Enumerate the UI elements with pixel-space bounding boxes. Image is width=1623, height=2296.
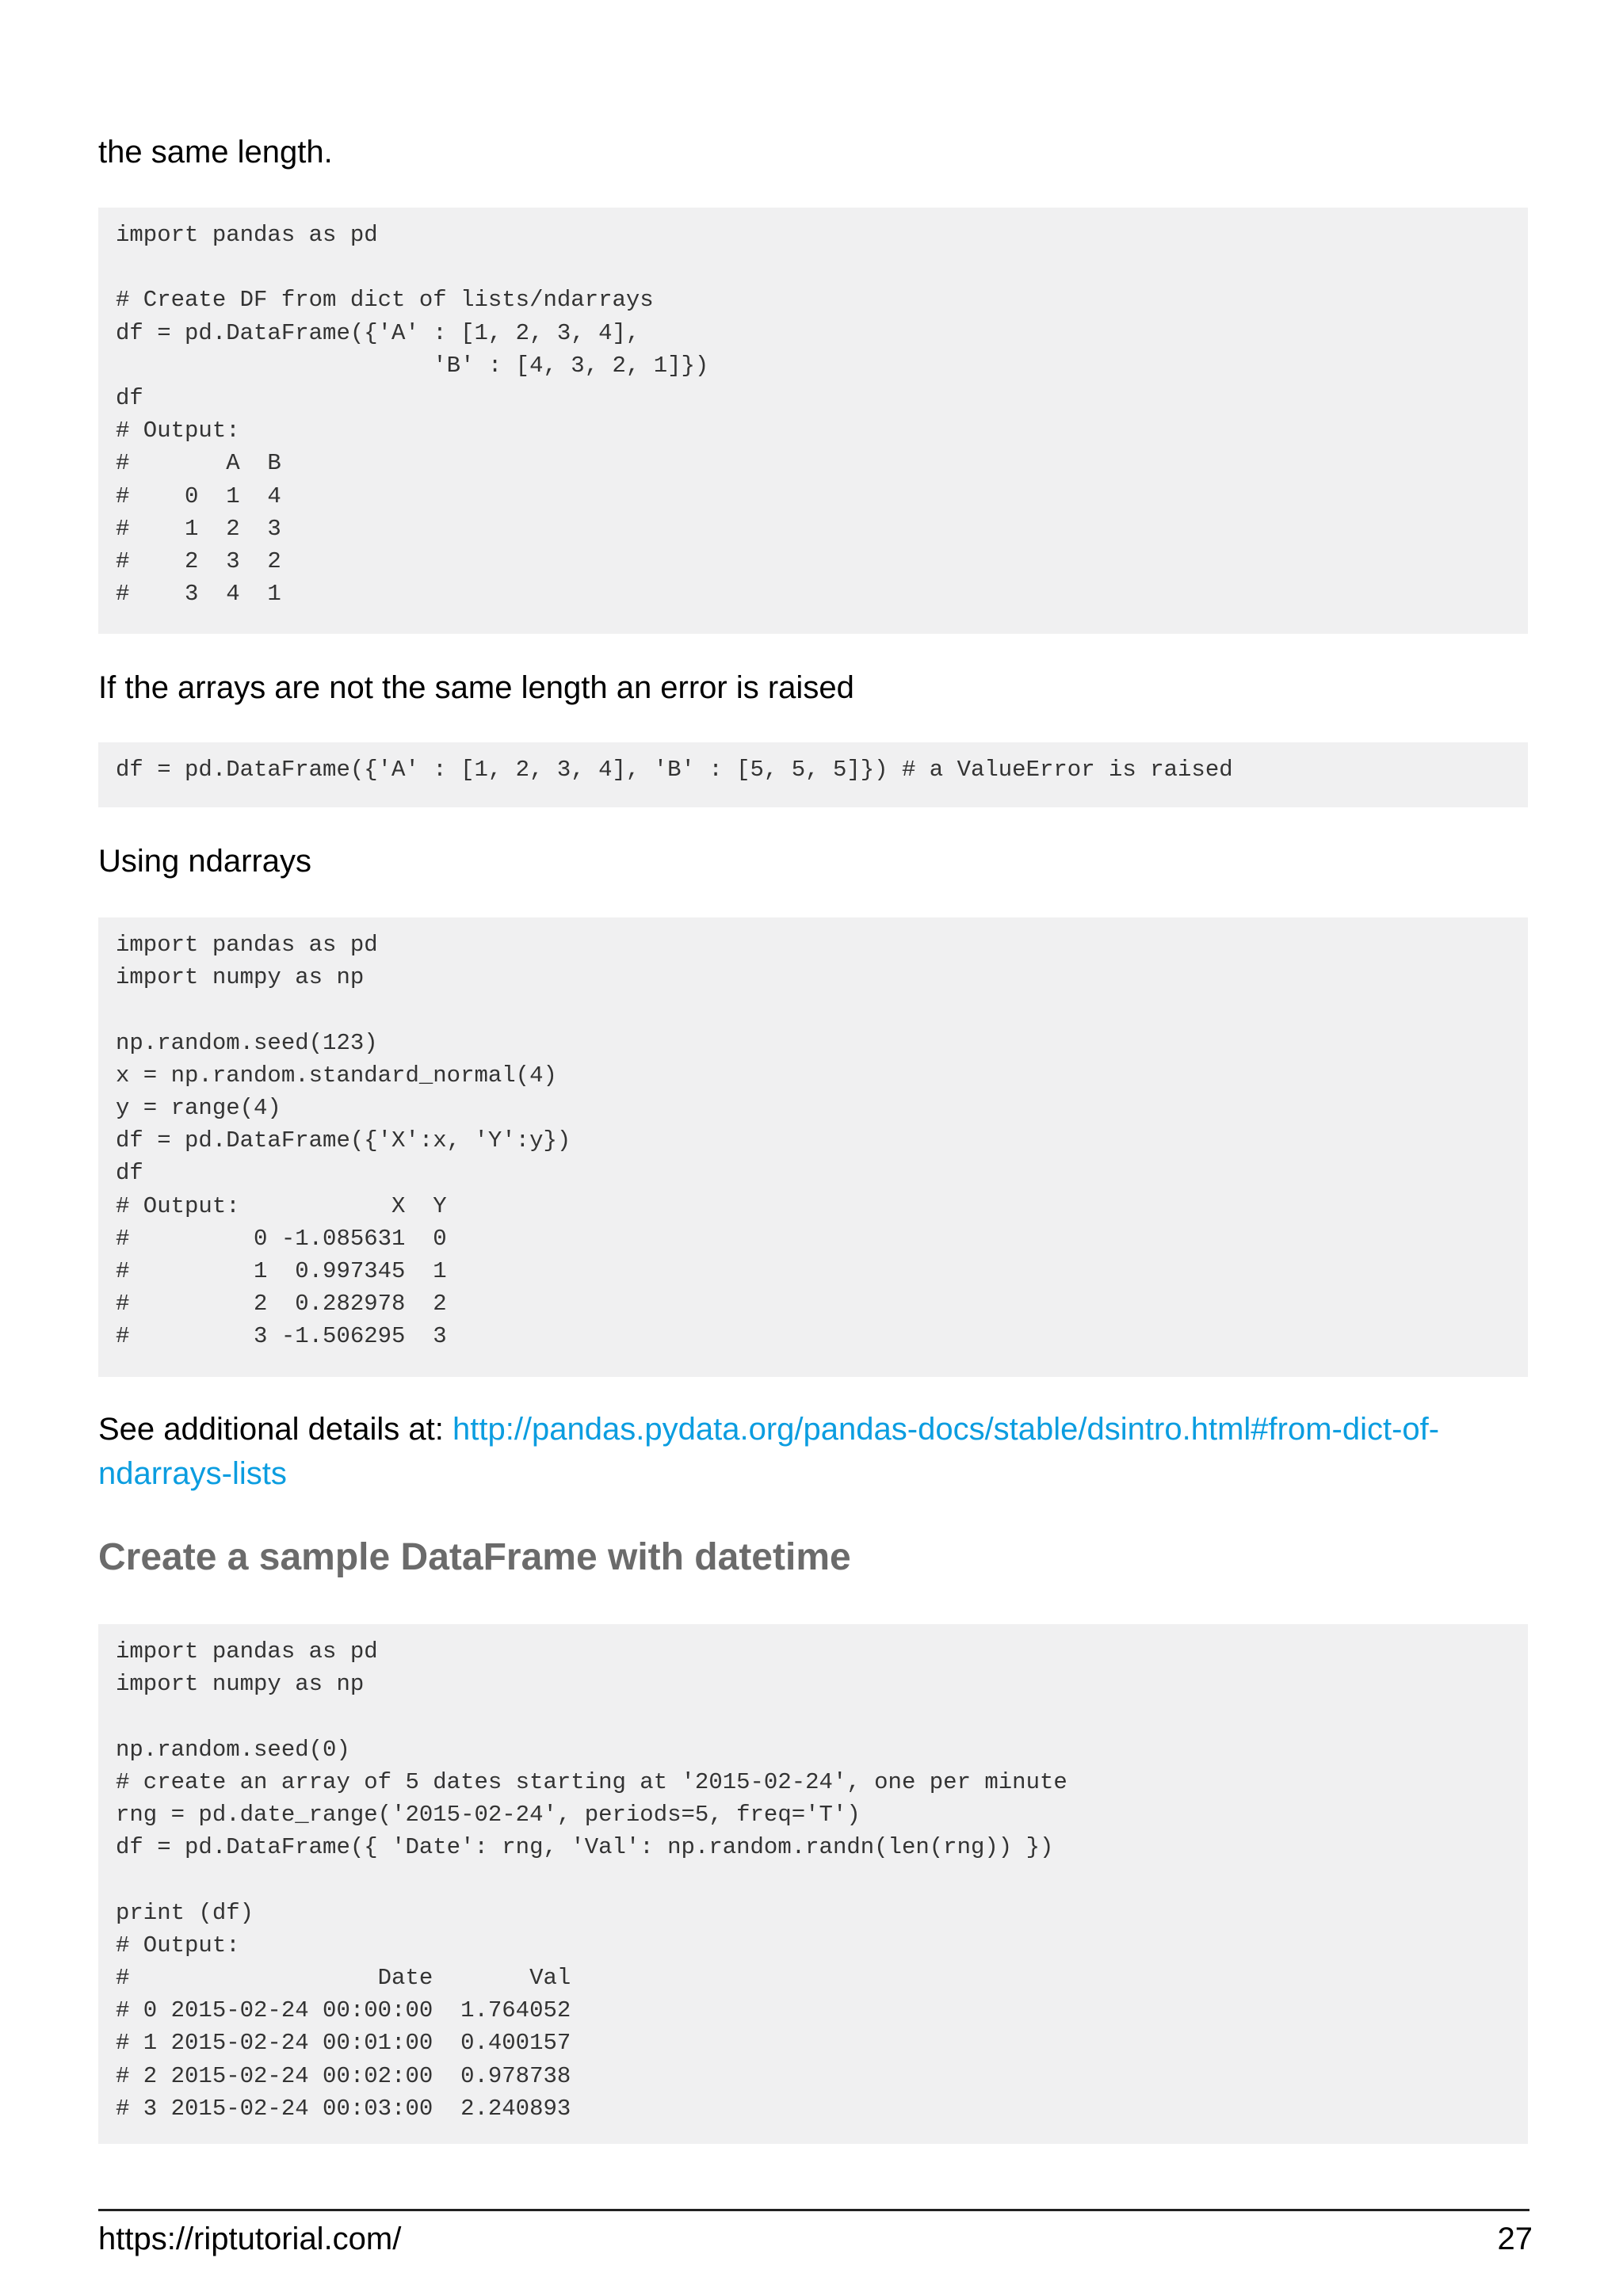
code-block-datetime: import pandas as pd import numpy as np np.random.seed(0) # create an array of 5 dates starting at '2015-02-24', one per minute rng = pd.date_range('2015-02-24', periods=5, freq='T') df = pd.DataFrame({ 'Date': rng, 'Val': np.random.randn(len(rng)) }) print (df) # Output: # Date Val # 0 2015-02-24 00:00:00 1.764052 # 1 2015-02-24 00:01:00 0.400157 # 2 2015-02-24 00:02:00 0.978738 # 3 2015-02-24 00:03:00 2.240893: [98, 1624, 1528, 2144]
see-details-prefix: See additional details at:: [98, 1412, 453, 1447]
section-heading-datetime: Create a sample DataFrame with datetime: [98, 1536, 851, 1578]
footer-divider: [98, 2209, 1529, 2211]
paragraph-intro-tail: the same length.: [98, 135, 333, 170]
paragraph-arrays-not-same-length: If the arrays are not the same length an error is raised: [98, 670, 854, 705]
paragraph-using-ndarrays: Using ndarrays: [98, 844, 312, 879]
footer-url: https://riptutorial.com/: [98, 2222, 402, 2256]
pandas-docs-link[interactable]: http://pandas.pydata.org/pandas-docs/stable/dsintro.html#from-dict-of-ndarrays-lists: [98, 1412, 1440, 1491]
code-block-value-error: df = pd.DataFrame({'A' : [1, 2, 3, 4], 'B' : [5, 5, 5]}) # a ValueError is raised: [98, 742, 1528, 807]
code-block-ndarrays: import pandas as pd import numpy as np np.random.seed(123) x = np.random.standard_normal(4) y = range(4) df = pd.DataFrame({'X':x, 'Y':y}) df # Output: X Y # 0 -1.085631 0 # 1 0.997345 1 # 2 0.282978 2 # 3 -1.506295 3: [98, 917, 1528, 1377]
page-number: 27: [1497, 2222, 1533, 2256]
paragraph-see-details: [98, 1407, 1525, 1496]
code-block-dict-of-lists: import pandas as pd # Create DF from dict of lists/ndarrays df = pd.DataFrame({'A' : [1, 2, 3, 4], 'B' : [4, 3, 2, 1]}) df # Output: # A B # 0 1 4 # 1 2 3 # 2 3 2 # 3 4 1: [98, 208, 1528, 634]
